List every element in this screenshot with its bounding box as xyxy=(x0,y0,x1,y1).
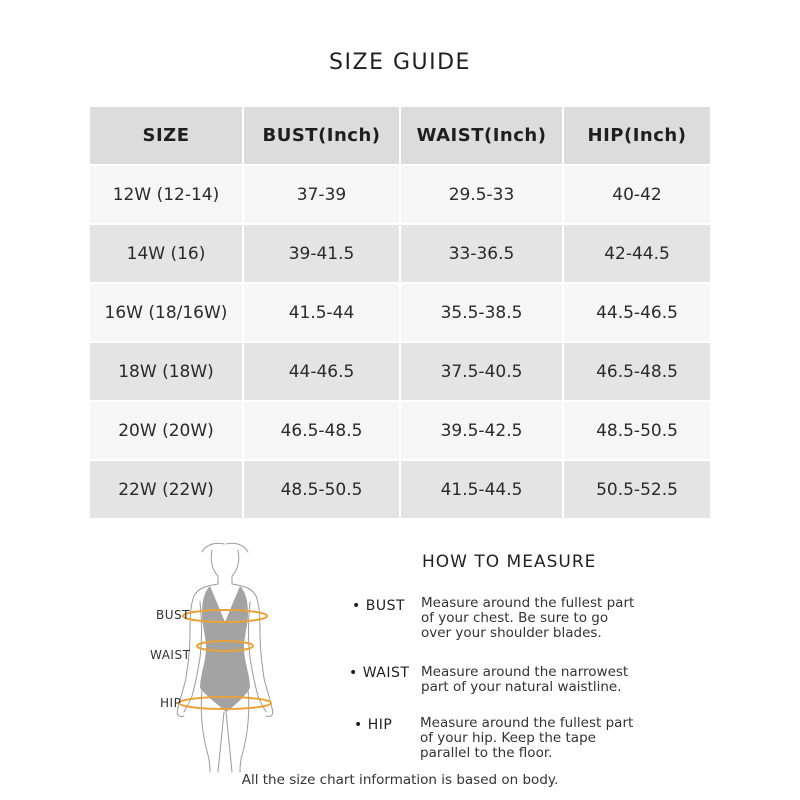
bust-tape xyxy=(183,610,267,622)
cell-hip: 50.5-52.5 xyxy=(563,460,710,519)
footer-note: All the size chart information is based on body. xyxy=(241,772,559,788)
cell-bust: 44-46.5 xyxy=(243,342,400,401)
bullet: • xyxy=(349,665,358,681)
bullet: • xyxy=(352,598,361,614)
table-row xyxy=(90,283,710,342)
hip-label-text: HIP xyxy=(367,717,393,733)
cell-bust: 37-39 xyxy=(243,165,400,224)
bullet: • xyxy=(354,717,363,733)
cell-bust: 48.5-50.5 xyxy=(243,460,400,519)
table-row xyxy=(90,342,710,401)
table-row xyxy=(90,165,710,224)
cell-waist: 33-36.5 xyxy=(400,224,563,283)
bust-label-text: BUST xyxy=(365,598,406,614)
cell-waist: 35.5-38.5 xyxy=(400,283,563,342)
cell-hip: 44.5-46.5 xyxy=(563,283,710,342)
cell-bust: 39-41.5 xyxy=(243,224,400,283)
hip-measure-description xyxy=(420,716,670,761)
cell-size: 16W (18/16W) xyxy=(90,283,243,342)
table-row xyxy=(90,224,710,283)
table-header-row xyxy=(90,107,710,165)
size-table xyxy=(90,107,710,520)
cell-size: 22W (22W) xyxy=(90,460,243,519)
page-title: SIZE GUIDE xyxy=(329,50,471,75)
cell-waist: 41.5-44.5 xyxy=(400,460,563,519)
hip-measure-label xyxy=(354,717,392,733)
waist-measure-description xyxy=(421,665,671,695)
cell-hip: 40-42 xyxy=(563,165,710,224)
cell-size: 14W (16) xyxy=(90,224,243,283)
cell-hip: 46.5-48.5 xyxy=(563,342,710,401)
cell-hip: 42-44.5 xyxy=(563,224,710,283)
cell-waist: 39.5-42.5 xyxy=(400,401,563,460)
cell-size: 20W (20W) xyxy=(90,401,243,460)
header-bust: BUST(Inch) xyxy=(243,107,400,165)
cell-bust: 46.5-48.5 xyxy=(243,401,400,460)
table-row xyxy=(90,401,710,460)
description-line: Measure around the fullest part xyxy=(420,715,634,731)
cell-waist: 29.5-33 xyxy=(400,165,563,224)
cell-waist: 37.5-40.5 xyxy=(400,342,563,401)
description-line: parallel to the floor. xyxy=(420,745,553,761)
header-size: SIZE xyxy=(90,107,243,165)
description-line: Measure around the fullest part xyxy=(421,595,635,611)
waist-measure-label xyxy=(349,665,409,681)
description-line: of your chest. Be sure to go xyxy=(421,610,609,626)
bust-measure-label xyxy=(352,598,405,614)
cell-size: 12W (12-14) xyxy=(90,165,243,224)
cell-size: 18W (18W) xyxy=(90,342,243,401)
waist-figure-label: WAIST xyxy=(150,648,191,662)
description-line: Measure around the narrowest xyxy=(421,664,629,680)
description-line: over your shoulder blades. xyxy=(421,625,602,641)
cell-hip: 48.5-50.5 xyxy=(563,401,710,460)
header-hip: HIP(Inch) xyxy=(563,107,710,165)
how-to-measure-title: HOW TO MEASURE xyxy=(422,552,597,572)
bust-measure-description xyxy=(421,596,671,641)
waist-label-text: WAIST xyxy=(362,665,410,681)
cell-bust: 41.5-44 xyxy=(243,283,400,342)
table-row xyxy=(90,460,710,519)
header-waist: WAIST(Inch) xyxy=(400,107,563,165)
description-line: part of your natural waistline. xyxy=(421,679,622,695)
hip-figure-label: HIP xyxy=(160,696,182,710)
bust-figure-label: BUST xyxy=(156,608,190,622)
body-measurement-figure xyxy=(140,540,310,775)
description-line: of your hip. Keep the tape xyxy=(420,730,596,746)
